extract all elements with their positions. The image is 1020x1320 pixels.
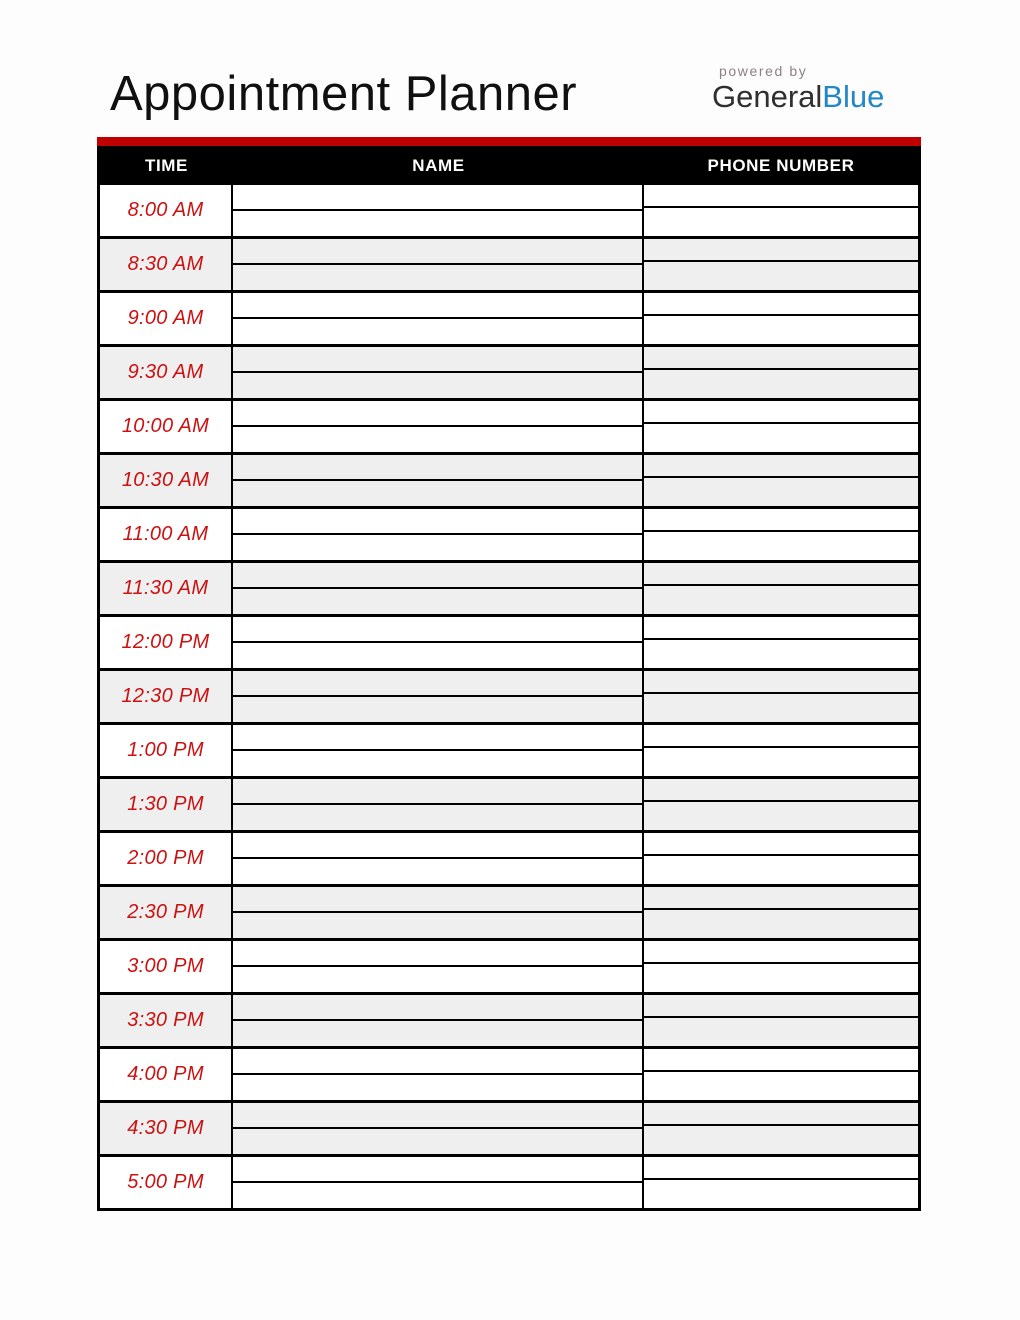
generalblue-logo — [712, 63, 884, 114]
phone-entry-line-2[interactable] — [644, 1018, 918, 1046]
phone-entry-line-1[interactable] — [644, 1103, 918, 1126]
time-slot-label: 11:00 AM — [122, 523, 209, 545]
phone-entry-line-1[interactable] — [644, 455, 918, 478]
name-entry-cell[interactable] — [233, 509, 644, 560]
phone-entry-line-1[interactable] — [644, 617, 918, 640]
phone-entry-cell[interactable] — [644, 833, 918, 884]
time-slot-row — [100, 1049, 918, 1103]
name-entry-line-1[interactable] — [233, 293, 642, 319]
name-entry-line-1[interactable] — [233, 185, 642, 211]
time-slot-cell — [100, 1103, 233, 1154]
phone-entry-cell[interactable] — [644, 671, 918, 722]
time-slot-cell — [100, 239, 233, 290]
phone-entry-line-2[interactable] — [644, 424, 918, 452]
name-entry-line-1[interactable] — [233, 401, 642, 427]
name-entry-line-1[interactable] — [233, 779, 642, 805]
name-entry-cell[interactable] — [233, 563, 644, 614]
name-entry-line-1[interactable] — [233, 1049, 642, 1075]
time-slot-label: 10:30 AM — [121, 469, 210, 491]
page-title: Appointment Planner — [110, 67, 578, 121]
name-entry-cell[interactable] — [233, 941, 644, 992]
time-slot-row — [100, 455, 918, 509]
time-slot-cell — [100, 887, 233, 938]
name-entry-cell[interactable] — [233, 833, 644, 884]
phone-entry-line-2[interactable] — [644, 1180, 918, 1208]
name-entry-line-2[interactable] — [233, 643, 642, 668]
phone-entry-line-2[interactable] — [644, 586, 918, 614]
name-entry-cell[interactable] — [233, 185, 644, 236]
phone-entry-line-1[interactable] — [644, 185, 918, 208]
name-entry-cell[interactable] — [233, 239, 644, 290]
time-slot-cell — [100, 779, 233, 830]
phone-entry-line-2[interactable] — [644, 910, 918, 938]
phone-entry-line-1[interactable] — [644, 401, 918, 424]
time-slot-row — [100, 185, 918, 239]
phone-entry-cell[interactable] — [644, 509, 918, 560]
time-slot-row — [100, 401, 918, 455]
phone-entry-line-2[interactable] — [644, 964, 918, 992]
phone-entry-cell[interactable] — [644, 401, 918, 452]
name-entry-line-1[interactable] — [233, 509, 642, 535]
name-entry-line-2[interactable] — [233, 589, 642, 614]
time-slot-label: 10:00 AM — [121, 415, 210, 437]
time-slot-cell — [100, 185, 233, 236]
name-entry-line-2[interactable] — [233, 697, 642, 722]
time-slot-label: 4:30 PM — [127, 1117, 204, 1139]
time-slot-row — [100, 1103, 918, 1157]
phone-entry-cell[interactable] — [644, 1103, 918, 1154]
phone-entry-cell[interactable] — [644, 185, 918, 236]
name-entry-cell[interactable] — [233, 995, 644, 1046]
phone-entry-line-1[interactable] — [644, 833, 918, 856]
phone-entry-line-2[interactable] — [644, 856, 918, 884]
name-entry-line-1[interactable] — [233, 995, 642, 1021]
table-header-row — [97, 146, 921, 185]
time-slot-label: 4:00 PM — [127, 1063, 204, 1085]
name-entry-line-2[interactable] — [233, 751, 642, 776]
name-entry-line-2[interactable] — [233, 481, 642, 506]
phone-entry-line-2[interactable] — [644, 316, 918, 344]
time-slot-cell — [100, 725, 233, 776]
name-entry-cell[interactable] — [233, 347, 644, 398]
name-entry-line-1[interactable] — [233, 1157, 642, 1183]
name-entry-cell[interactable] — [233, 779, 644, 830]
name-entry-cell[interactable] — [233, 671, 644, 722]
time-slot-cell — [100, 941, 233, 992]
time-slot-row — [100, 833, 918, 887]
name-entry-cell[interactable] — [233, 887, 644, 938]
time-slot-label: 9:00 AM — [127, 307, 204, 329]
phone-entry-cell[interactable] — [644, 1049, 918, 1100]
time-slot-row — [100, 617, 918, 671]
time-slot-label: 2:00 PM — [127, 847, 204, 869]
time-slot-label: 8:30 AM — [127, 253, 204, 275]
time-slot-cell — [100, 1049, 233, 1100]
phone-entry-cell[interactable] — [644, 347, 918, 398]
time-slot-cell — [100, 671, 233, 722]
time-slot-label: 11:30 AM — [122, 577, 209, 599]
appointment-table — [97, 137, 921, 1211]
phone-entry-cell[interactable] — [644, 779, 918, 830]
name-entry-cell[interactable] — [233, 1049, 644, 1100]
name-entry-cell[interactable] — [233, 401, 644, 452]
name-entry-line-2[interactable] — [233, 1183, 642, 1208]
name-entry-line-2[interactable] — [233, 913, 642, 938]
time-slot-label: 8:00 AM — [127, 199, 204, 221]
phone-entry-line-1[interactable] — [644, 509, 918, 532]
time-slot-cell — [100, 617, 233, 668]
phone-entry-line-2[interactable] — [644, 208, 918, 236]
time-slot-row — [100, 725, 918, 779]
name-entry-line-1[interactable] — [233, 347, 642, 373]
time-slot-row — [100, 941, 918, 995]
name-entry-line-1[interactable] — [233, 671, 642, 697]
phone-entry-line-2[interactable] — [644, 694, 918, 722]
time-slot-row — [100, 671, 918, 725]
name-entry-cell[interactable] — [233, 1103, 644, 1154]
phone-entry-line-2[interactable] — [644, 1072, 918, 1100]
time-slot-row — [100, 1157, 918, 1211]
name-entry-line-2[interactable] — [233, 373, 642, 398]
phone-entry-cell[interactable] — [644, 563, 918, 614]
phone-entry-cell[interactable] — [644, 995, 918, 1046]
time-slot-cell — [100, 455, 233, 506]
phone-entry-line-1[interactable] — [644, 995, 918, 1018]
phone-entry-line-1[interactable] — [644, 563, 918, 586]
name-entry-line-2[interactable] — [233, 967, 642, 992]
name-entry-line-2[interactable] — [233, 859, 642, 884]
brand-general-text: General — [712, 79, 823, 114]
name-entry-line-2[interactable] — [233, 265, 642, 290]
name-entry-cell[interactable] — [233, 725, 644, 776]
table-body — [97, 185, 921, 1211]
time-slot-row — [100, 509, 918, 563]
phone-entry-line-1[interactable] — [644, 1049, 918, 1072]
name-entry-line-1[interactable] — [233, 563, 642, 589]
time-slot-label: 1:00 PM — [127, 739, 204, 761]
phone-entry-cell[interactable] — [644, 725, 918, 776]
phone-entry-cell[interactable] — [644, 887, 918, 938]
time-slot-label: 5:00 PM — [127, 1171, 204, 1193]
time-slot-cell — [100, 833, 233, 884]
phone-entry-line-1[interactable] — [644, 671, 918, 694]
time-slot-row — [100, 995, 918, 1049]
time-slot-label: 12:30 PM — [121, 685, 210, 707]
name-entry-line-1[interactable] — [233, 725, 642, 751]
brand-wordmark — [712, 81, 884, 114]
powered-by-label: powered by — [719, 63, 808, 79]
name-entry-line-2[interactable] — [233, 805, 642, 830]
name-entry-cell[interactable] — [233, 1157, 644, 1208]
name-entry-line-1[interactable] — [233, 1103, 642, 1129]
name-entry-cell[interactable] — [233, 455, 644, 506]
name-entry-line-2[interactable] — [233, 1021, 642, 1046]
phone-entry-line-1[interactable] — [644, 239, 918, 262]
phone-entry-line-2[interactable] — [644, 478, 918, 506]
time-slot-label: 12:00 PM — [121, 631, 210, 653]
phone-entry-line-2[interactable] — [644, 370, 918, 398]
phone-entry-line-1[interactable] — [644, 1157, 918, 1180]
time-slot-label: 3:00 PM — [127, 955, 204, 977]
phone-entry-line-1[interactable] — [644, 347, 918, 370]
name-entry-cell[interactable] — [233, 617, 644, 668]
time-slot-cell — [100, 995, 233, 1046]
name-entry-line-2[interactable] — [233, 535, 642, 560]
phone-entry-line-2[interactable] — [644, 532, 918, 560]
time-slot-cell — [100, 1157, 233, 1208]
time-slot-label: 9:30 AM — [127, 361, 204, 383]
time-slot-row — [100, 347, 918, 401]
phone-entry-line-1[interactable] — [644, 725, 918, 748]
phone-entry-cell[interactable] — [644, 455, 918, 506]
name-entry-line-2[interactable] — [233, 427, 642, 452]
column-header-time: TIME — [144, 155, 188, 175]
phone-entry-line-1[interactable] — [644, 887, 918, 910]
time-slot-cell — [100, 509, 233, 560]
phone-entry-cell[interactable] — [644, 293, 918, 344]
column-header-name: NAME — [412, 155, 465, 175]
phone-entry-line-2[interactable] — [644, 802, 918, 830]
phone-entry-line-2[interactable] — [644, 1126, 918, 1154]
phone-entry-cell[interactable] — [644, 941, 918, 992]
phone-entry-cell[interactable] — [644, 1157, 918, 1208]
time-slot-cell — [100, 293, 233, 344]
name-entry-line-1[interactable] — [233, 455, 642, 481]
time-slot-cell — [100, 347, 233, 398]
time-slot-cell — [100, 401, 233, 452]
name-entry-line-1[interactable] — [233, 617, 642, 643]
phone-entry-line-2[interactable] — [644, 748, 918, 776]
name-entry-line-1[interactable] — [233, 239, 642, 265]
time-slot-row — [100, 239, 918, 293]
name-entry-line-2[interactable] — [233, 1075, 642, 1100]
name-entry-cell[interactable] — [233, 293, 644, 344]
phone-entry-cell[interactable] — [644, 617, 918, 668]
time-slot-row — [100, 563, 918, 617]
phone-entry-line-1[interactable] — [644, 941, 918, 964]
name-entry-line-2[interactable] — [233, 1129, 642, 1154]
name-entry-line-1[interactable] — [233, 833, 642, 859]
phone-entry-line-1[interactable] — [644, 293, 918, 316]
name-entry-line-2[interactable] — [233, 319, 642, 344]
time-slot-row — [100, 293, 918, 347]
time-slot-label: 1:30 PM — [127, 793, 204, 815]
phone-entry-cell[interactable] — [644, 239, 918, 290]
brand-blue-text: Blue — [822, 79, 885, 114]
phone-entry-line-2[interactable] — [644, 640, 918, 668]
name-entry-line-2[interactable] — [233, 211, 642, 236]
accent-bar — [97, 137, 921, 146]
column-header-phone: PHONE NUMBER — [707, 155, 855, 175]
time-slot-cell — [100, 563, 233, 614]
name-entry-line-1[interactable] — [233, 941, 642, 967]
phone-entry-line-1[interactable] — [644, 779, 918, 802]
time-slot-row — [100, 887, 918, 941]
time-slot-label: 3:30 PM — [127, 1009, 204, 1031]
name-entry-line-1[interactable] — [233, 887, 642, 913]
time-slot-label: 2:30 PM — [127, 901, 204, 923]
phone-entry-line-2[interactable] — [644, 262, 918, 290]
time-slot-row — [100, 779, 918, 833]
